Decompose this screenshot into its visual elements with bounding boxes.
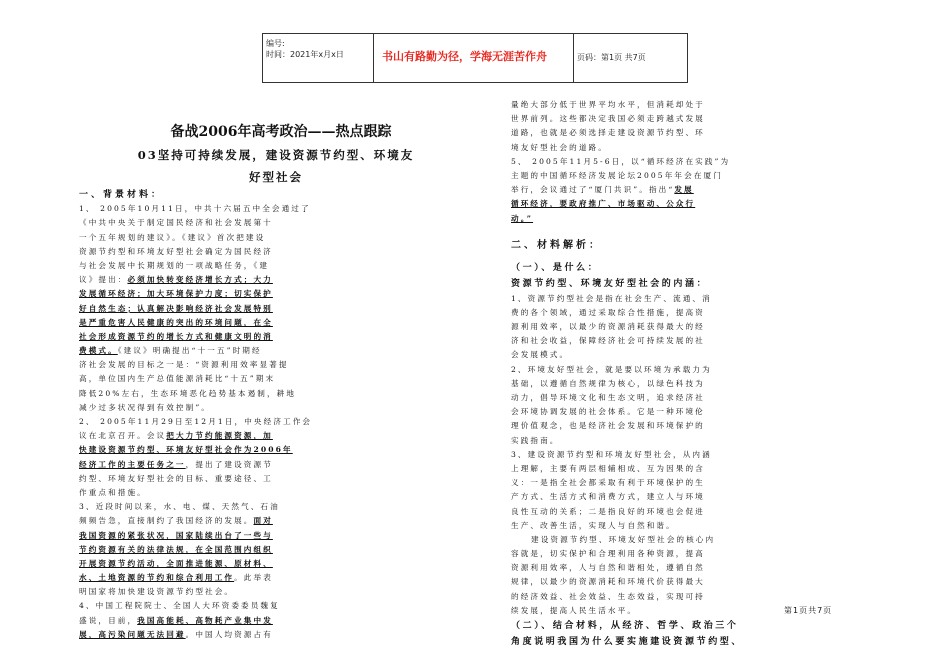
text-line: 道路，也就是必须选择走建设资源节约型、环 (511, 128, 705, 138)
emphasis-line: 社会形成资源节约的增长方式和健康文明的消 (79, 331, 273, 341)
text-line: 量绝大部分低于世界平均水平，但消耗却处于 (511, 100, 705, 109)
text-span: ，提出了建设资源节 (185, 459, 273, 469)
emphasis-line: 动。” (511, 213, 534, 223)
text-span: 。中国人均资源占有 (185, 629, 273, 639)
emphasis-span: 我国高能耗、高物耗产业集中发 (137, 615, 273, 625)
text-span: 频频告急，直接制约了我国经济的发展。 (79, 516, 254, 526)
emphasis-line: 循环经济，要政府推广、市场驱动、公众行 (511, 199, 696, 209)
text-line (511, 183, 873, 197)
text-line: 2、 2005年11月29日至12月1日，中央经济工作会 (79, 417, 313, 426)
right-column (511, 98, 873, 650)
emphasis-line: 好自然生态；认真解决影响经济社会发展特别 (79, 303, 273, 313)
text-line: 实践指南。 (511, 435, 560, 445)
text-line: 容就是，切实保护和合理利用各种资源，提高 (511, 549, 705, 559)
doc-title: 备战2006年高考政治——热点跟踪 (170, 124, 392, 140)
text-line: 济社会发展的目标之一是：“资源利用效率显著提 (79, 360, 289, 370)
text-span: 《建议》明确提出“十一五”时期经 (117, 346, 262, 356)
text-line (79, 273, 473, 287)
text-line: 源利用效率，以最少的资源消耗获得最大的经 (511, 322, 705, 332)
text-line: 5、 2005年11月5-6日，以“循环经济在实践”为 (511, 156, 731, 166)
text-line: 会发展模式。 (511, 350, 570, 360)
doc-subtitle-2: 好型社会 (249, 170, 303, 184)
text-line: 续发展，提高人民生活水平。 (511, 605, 638, 615)
text-line (79, 628, 473, 642)
emphasis-span: 把大力节约能源资源，加 (166, 431, 273, 441)
left-column (79, 120, 473, 642)
text-line: 的经济效益、社会效益、生态效益，实现可持 (511, 591, 705, 601)
emphasis-span: 必须加快转变经济增长方式；大力 (127, 275, 273, 285)
text-line: 义：一是指全社会都采取有利于环境保护的生 (511, 478, 705, 488)
subsection-heading: 角度说明我国为什么要实施建设资源节约型、 (511, 637, 744, 647)
text-line: 减少过多状况得到有效控制”。 (79, 402, 211, 412)
text-line (79, 429, 473, 443)
emphasis-line: 节约资源有关的法律法规，在全国范围内组织 (79, 544, 273, 554)
text-line (79, 514, 473, 528)
text-line: 境友好型社会的道路。 (511, 142, 608, 152)
emphasis-line: 快建设资源节约型、环境友好型社会作为2006年 (79, 445, 293, 455)
text-span: 举行，会议通过了“厦门共识”。指出“ (511, 185, 675, 195)
text-line: 资源节约型和环境友好型社会确定为国民经济 (79, 246, 273, 256)
text-line (79, 571, 473, 585)
text-line: 上理解，主要有两层相辅相成、互为因果的含 (511, 463, 705, 473)
time-label: 时间：2021年x月x日 (266, 50, 344, 59)
text-line: 1、资源节约型社会是指在社会生产、流通、消 (511, 293, 712, 303)
text-span: 盛说，目前， (79, 615, 138, 625)
emphasis-line: 是严重危害人民健康的突出的环境问题，在全 (79, 317, 273, 327)
text-line: 3、近段时间以来，水、电、煤、天然气、石油 (79, 502, 280, 512)
text-line: 基础，以遵循自然规律为核心，以绿色科技为 (511, 378, 705, 388)
text-line: 明国家将加快建设资源节约型社会。 (79, 587, 235, 597)
emphasis-span: 面对 (253, 516, 273, 526)
emphasis-span: 发展 (674, 185, 694, 195)
code-label: 编号: (266, 39, 285, 48)
text-span: 。此举表 (234, 573, 273, 583)
text-line: 3、建设资源节约型和环境友好型社会，从内涵 (511, 449, 712, 459)
text-line: 规律，以最少的资源消耗和环境代价获得最大 (511, 577, 705, 587)
text-line: 与社会发展中长期规划的一项战略任务，《建 (79, 260, 270, 270)
text-line: 会环境协调发展的社会体系。它是一种环境伦 (511, 407, 705, 417)
text-span: 议》提出： (79, 275, 128, 285)
text-line: 主题的中国循环经济发展论坛2005年年会在厦门 (511, 170, 723, 180)
text-line (79, 458, 473, 472)
emphasis-span: 展，高污染问题无法回避 (79, 629, 186, 639)
text-line: 2、环境友好型社会，就是要以环境为承载力为 (511, 364, 712, 374)
text-line: 1、 2005年10月11日，中共十六届五中全会通过了 (79, 204, 311, 214)
text-line (79, 614, 473, 628)
section-heading: 二、材料解析： (511, 239, 602, 251)
text-line: 良性互动的关系；二是指良好的环境也会促进 (511, 506, 705, 516)
page-label: 页码：第1页 共7页 (577, 53, 646, 62)
emphasis-line: 开展资源节约活动，全面推进能源、原材料、 (79, 558, 273, 568)
text-line: 建设资源节约型、环境友好型社会的核心内 (531, 534, 716, 544)
subsection-heading: （一）、是什么： (511, 262, 600, 273)
page-footer: 第1页共7页 (784, 606, 833, 615)
text-line: 《中共中央关于制定国民经济和社会发展第十 (79, 218, 273, 228)
doc-subtitle-1: 03坚持可持续发展，建设资源节约型、环境友 (137, 148, 415, 162)
section-heading: 一、背景材料： (79, 190, 164, 200)
text-line: 世界前列。这些都决定我国必须走跨越式发展 (511, 114, 705, 124)
text-line: 4、中国工程院院士、全国人大环资委委员魏复 (79, 601, 280, 611)
text-span: 议在北京召开。会议 (79, 431, 167, 441)
emphasis-line: 发展循环经济；加大环境保护力度；切实保护 (79, 289, 273, 299)
text-line: 约型、环境友好型社会的目标、重要途径、工 (79, 473, 273, 483)
text-line: 产方式、生活方式和消费方式，建立人与环境 (511, 492, 705, 502)
slogan: 书山有路勤为径，学海无涯苦作舟 (382, 50, 547, 63)
text-line: 降低20%左右，生态环境恶化趋势基本遏制，耕地 (79, 388, 297, 398)
text-line: 生产、改善生活，实现人与自然和谐。 (511, 520, 676, 530)
text-line: 理价值观念，也是经济社会发展和环境保护的 (511, 421, 705, 431)
text-line (79, 344, 473, 358)
emphasis-span: 经济工作的主要任务之一 (79, 459, 186, 469)
text-line: 高，单位国内生产总值能源消耗比“十五”期末 (79, 374, 276, 384)
text-line: 动力，倡导环境文化和生态文明，追求经济社 (511, 393, 705, 402)
emphasis-span: 水、土地资源的节约和综合利用工作 (79, 573, 235, 583)
emphasis-span: 费模式。 (79, 346, 118, 356)
text-line: 一个五年规划的建议》。《建议》首次把建设 (79, 232, 266, 242)
text-line: 作重点和措施。 (79, 487, 147, 497)
text-line: 济和社会收益，保障经济社会可持续发展的社 (511, 336, 705, 346)
subsection-heading: （二）、结合材料，从经济、哲学、政治三个 (511, 621, 739, 631)
text-line: 费的各个领域，通过采取综合性措施，提高资 (511, 307, 705, 317)
text-line: 资源利用效率，人与自然和谐相处，遵循自然 (511, 563, 705, 573)
subsection-heading: 资源节约型、环境友好型社会的内涵： (511, 278, 709, 289)
emphasis-line: 我国资源的紧张状况，国家陆续出台了一些与 (79, 530, 273, 540)
